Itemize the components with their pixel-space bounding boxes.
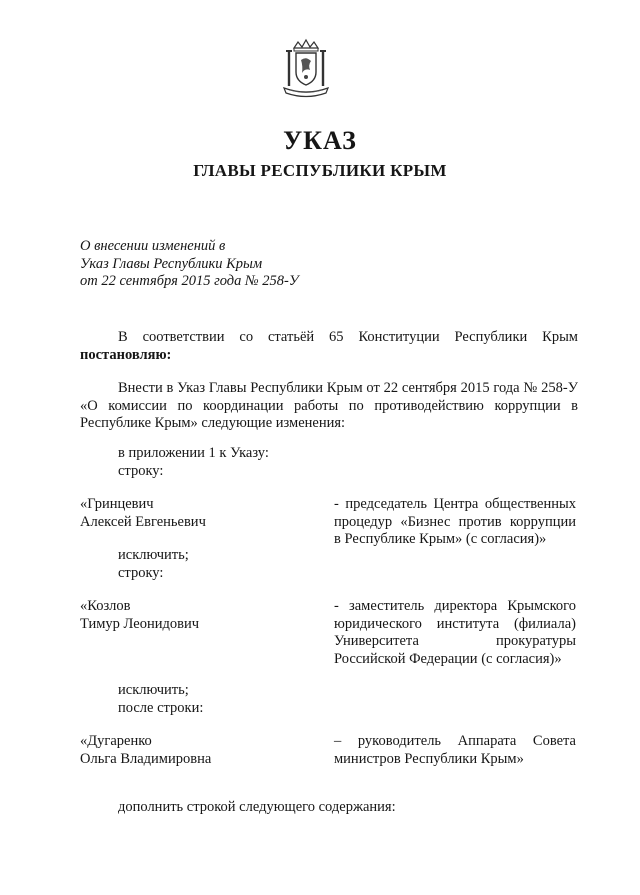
document-title: УКАЗ <box>283 126 357 155</box>
entry-role-line: в Республике Крым» (с согласия)» <box>334 531 547 548</box>
entry-role-line: юридического института (филиала) <box>334 615 576 632</box>
preamble-text: В соответствии со статьёй 65 Конституции Республики Крым <box>118 329 578 345</box>
entry-name-line: Алексей Евгеньевич <box>80 513 206 530</box>
entry-name-line: Ольга Владимировна <box>80 750 212 767</box>
after-row-instruction: после строки: <box>118 700 204 716</box>
entry-role-line: - заместитель директора Крымского <box>334 598 576 614</box>
entry-role-line: - председатель Центра общественных <box>334 496 576 512</box>
add-instruction: дополнить строкой следующего содержания: <box>118 799 396 815</box>
entry-name <box>80 598 199 633</box>
entry-role-line: министров Республики Крым» <box>334 750 524 767</box>
entry-name-line: «Гринцевич <box>80 496 154 512</box>
entry-role-line: Университета прокуратуры <box>334 633 576 650</box>
appendix-instruction: в приложении 1 к Указу: <box>118 445 269 461</box>
entry-role-line: Российской Федерации (с согласия)» <box>334 650 562 667</box>
entry-role <box>334 598 576 668</box>
entry-name-line: «Дугаренко <box>80 733 152 749</box>
exclude-instruction: исключить; <box>118 682 189 698</box>
subject-line: Указ Главы Республики Крым <box>80 255 263 272</box>
entry-role <box>334 496 576 549</box>
decree-word: постановляю: <box>80 347 172 363</box>
entry-name <box>80 733 211 768</box>
entry-role <box>334 733 576 768</box>
main-paragraph: Внести в Указ Главы Республики Крым от 22 сентября 2015 года № 258-У «О комиссии по координации работы по противодействию коррупции в Республике Крым» следующие изменения: <box>80 380 578 432</box>
crimea-coat-of-arms-icon <box>274 38 338 102</box>
entry-name <box>80 496 206 531</box>
exclude-instruction: исключить; <box>118 547 189 563</box>
subject-block <box>80 238 299 291</box>
entry-name-line: Тимур Леонидович <box>80 615 200 632</box>
entry-role-line: – руководитель Аппарата Совета <box>334 733 576 749</box>
entry-name-line: «Козлов <box>80 598 131 614</box>
document-subtitle: ГЛАВЫ РЕСПУБЛИКИ КРЫМ <box>193 161 447 180</box>
row-instruction: строку: <box>118 463 164 479</box>
row-instruction: строку: <box>118 565 164 581</box>
subject-line: от 22 сентября 2015 года № 258-У <box>80 273 299 289</box>
subject-line: О внесении изменений в <box>80 238 226 254</box>
entry-role-line: процедур «Бизнес против коррупции <box>334 513 576 530</box>
